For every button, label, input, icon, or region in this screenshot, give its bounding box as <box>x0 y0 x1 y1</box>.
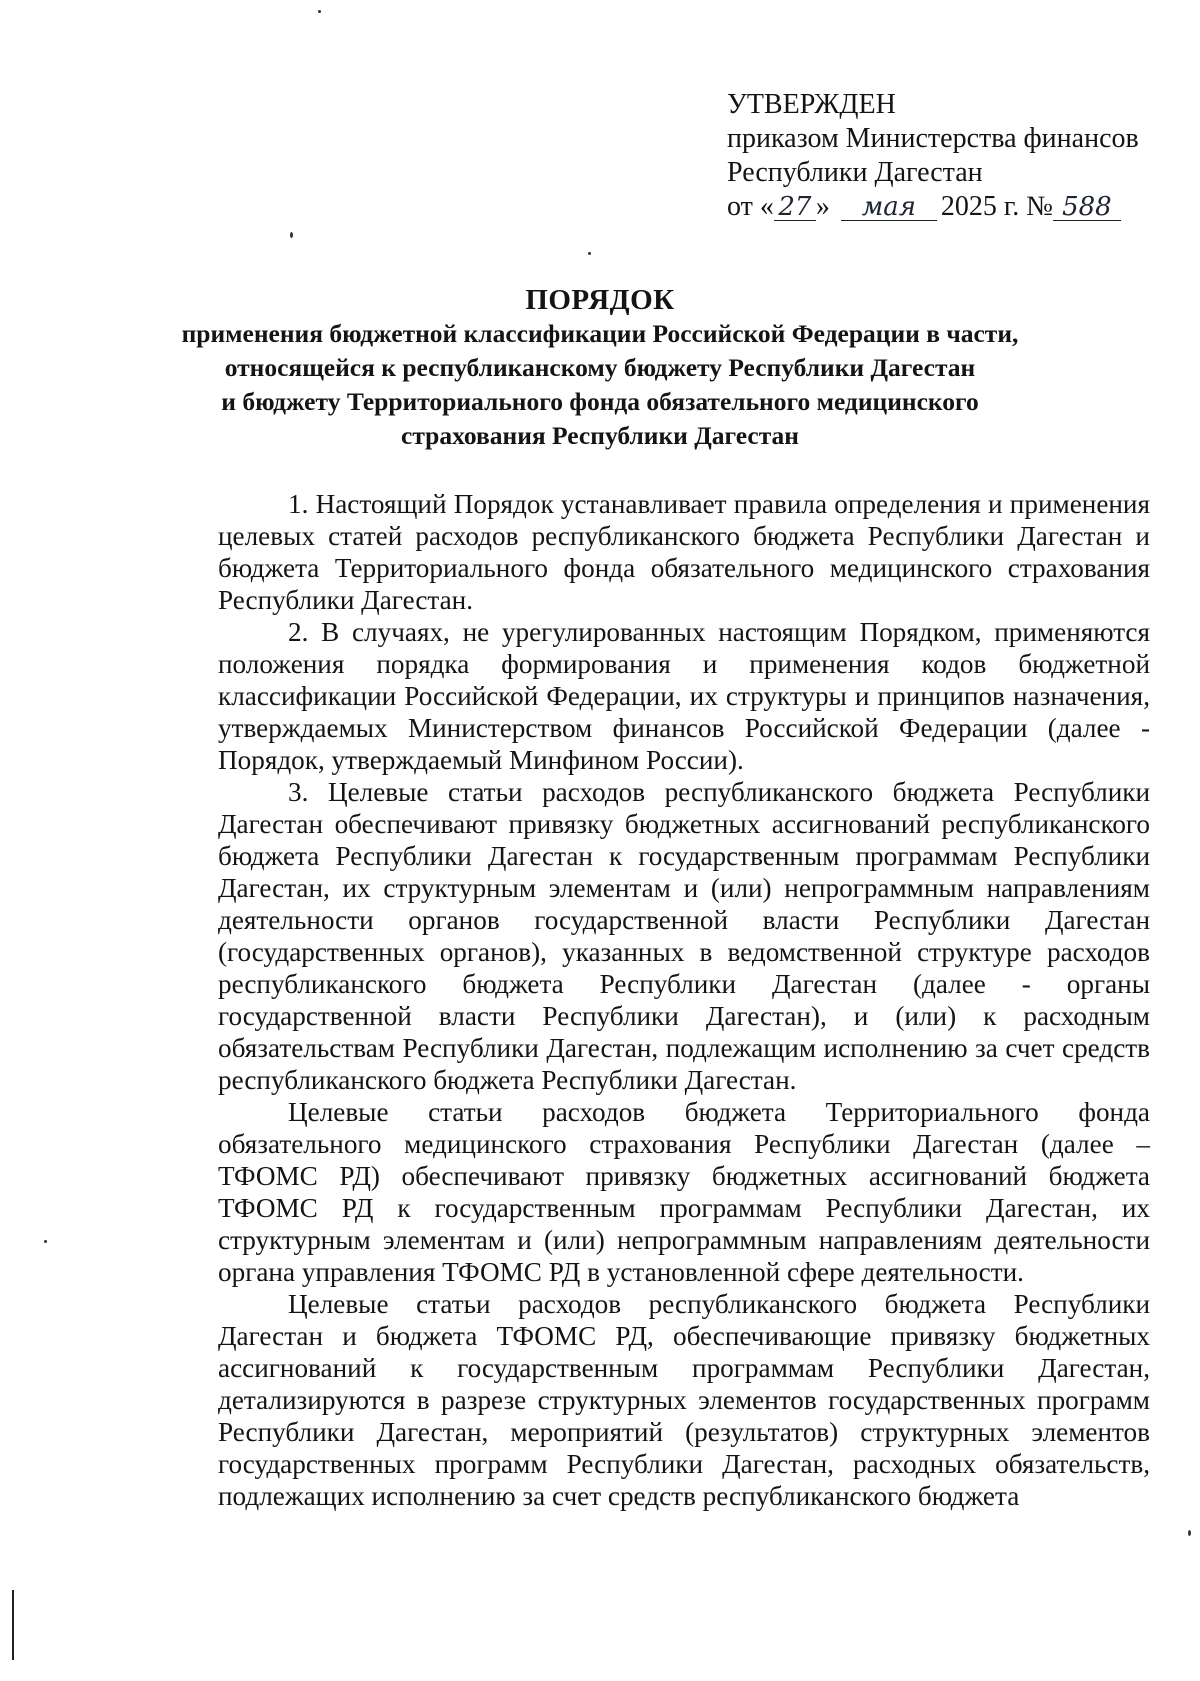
date-year: 2025 г. № <box>940 191 1053 222</box>
subtitle-line: применения бюджетной классификации Российской Федерации в части, <box>181 319 1019 348</box>
approval-block <box>727 88 1167 224</box>
document-subtitle <box>120 317 1080 453</box>
subtitle-line: и бюджету Территориального фонда обязательного медицинского <box>221 387 979 416</box>
document-type-heading: ПОРЯДОК <box>525 284 675 316</box>
paragraph: 1. Настоящий Порядок устанавливает правила определения и применения целевых статей расходов республиканского бюджета Республики Дагестан и бюджета Территориального фонда обязательного медицинского страхования Республики Дагестан. <box>218 489 1150 615</box>
scan-speck <box>588 252 591 255</box>
scan-speck <box>1188 1530 1191 1536</box>
paragraph: 3. Целевые статьи расходов республиканского бюджета Республики Дагестан обеспечивают привязку бюджетных ассигнований республиканского бюджета Республики Дагестан к государственным программам Республики Дагестан, их структурным элементам и (или) непрограммным направлениям деятельности органов государственной власти Республики Дагестан (государственных органов), указанных в ведомственной структуре расходов республиканского бюджета Республики Дагестан (далее - органы государственной власти Республики Дагестан), и (или) к расходным обязательствам Республики Дагестан, подлежащим исполнению за счет средств республиканского бюджета Республики Дагестан. <box>218 777 1150 1095</box>
approval-date-line <box>727 190 1167 224</box>
paragraph: Целевые статьи расходов бюджета Территориального фонда обязательного медицинского страхования Республики Дагестан (далее – ТФОМС РД) обеспечивают привязку бюджетных ассигнований бюджета ТФОМС РД к государственным программам Республики Дагестан, их структурным элементам и (или) непрограммным направлениям деятельности органа управления ТФОМС РД в установленной сфере деятельности. <box>218 1097 1150 1287</box>
date-prefix: от « <box>727 191 774 222</box>
scan-speck <box>318 10 321 13</box>
paragraph: Целевые статьи расходов республиканского бюджета Республики Дагестан и бюджета ТФОМС РД, обеспечивающие привязку бюджетных ассигнований к государственным программам Республики Дагестан, детализируются в разрезе структурных элементов государственных программ Республики Дагестан, мероприятий (результатов) структурных элементов государственных программ Республики Дагестан, расходных обязательств, подлежащих исполнению за счет средств республиканского бюджета <box>218 1289 1150 1511</box>
approval-stamp: УТВЕРЖДЕН <box>727 89 896 120</box>
subtitle-line: относящейся к республиканскому бюджету Республики Дагестан <box>224 353 976 382</box>
document-body <box>218 488 1150 1512</box>
handwritten-month: мая <box>841 194 937 221</box>
handwritten-day: 27 <box>774 194 816 221</box>
scan-speck <box>44 1240 47 1243</box>
date-mid: » <box>815 191 830 222</box>
paragraph: 2. В случаях, не урегулированных настоящим Порядком, применяются положения порядка формирования и применения кодов бюджетной классификации Российской Федерации, их структуры и принципов назначения, утверждаемых Министерством финансов Российской Федерации (далее - Порядок, утверждаемый Минфином России). <box>218 617 1150 775</box>
approval-order-line: приказом Министерства финансов <box>727 123 1139 154</box>
approval-region-line: Республики Дагестан <box>727 157 983 188</box>
subtitle-line: страхования Республики Дагестан <box>401 421 799 450</box>
document-title-block <box>181 283 1019 453</box>
scan-speck <box>290 232 293 238</box>
scan-edge-mark <box>12 1590 14 1660</box>
handwritten-order-number: 588 <box>1053 194 1121 221</box>
